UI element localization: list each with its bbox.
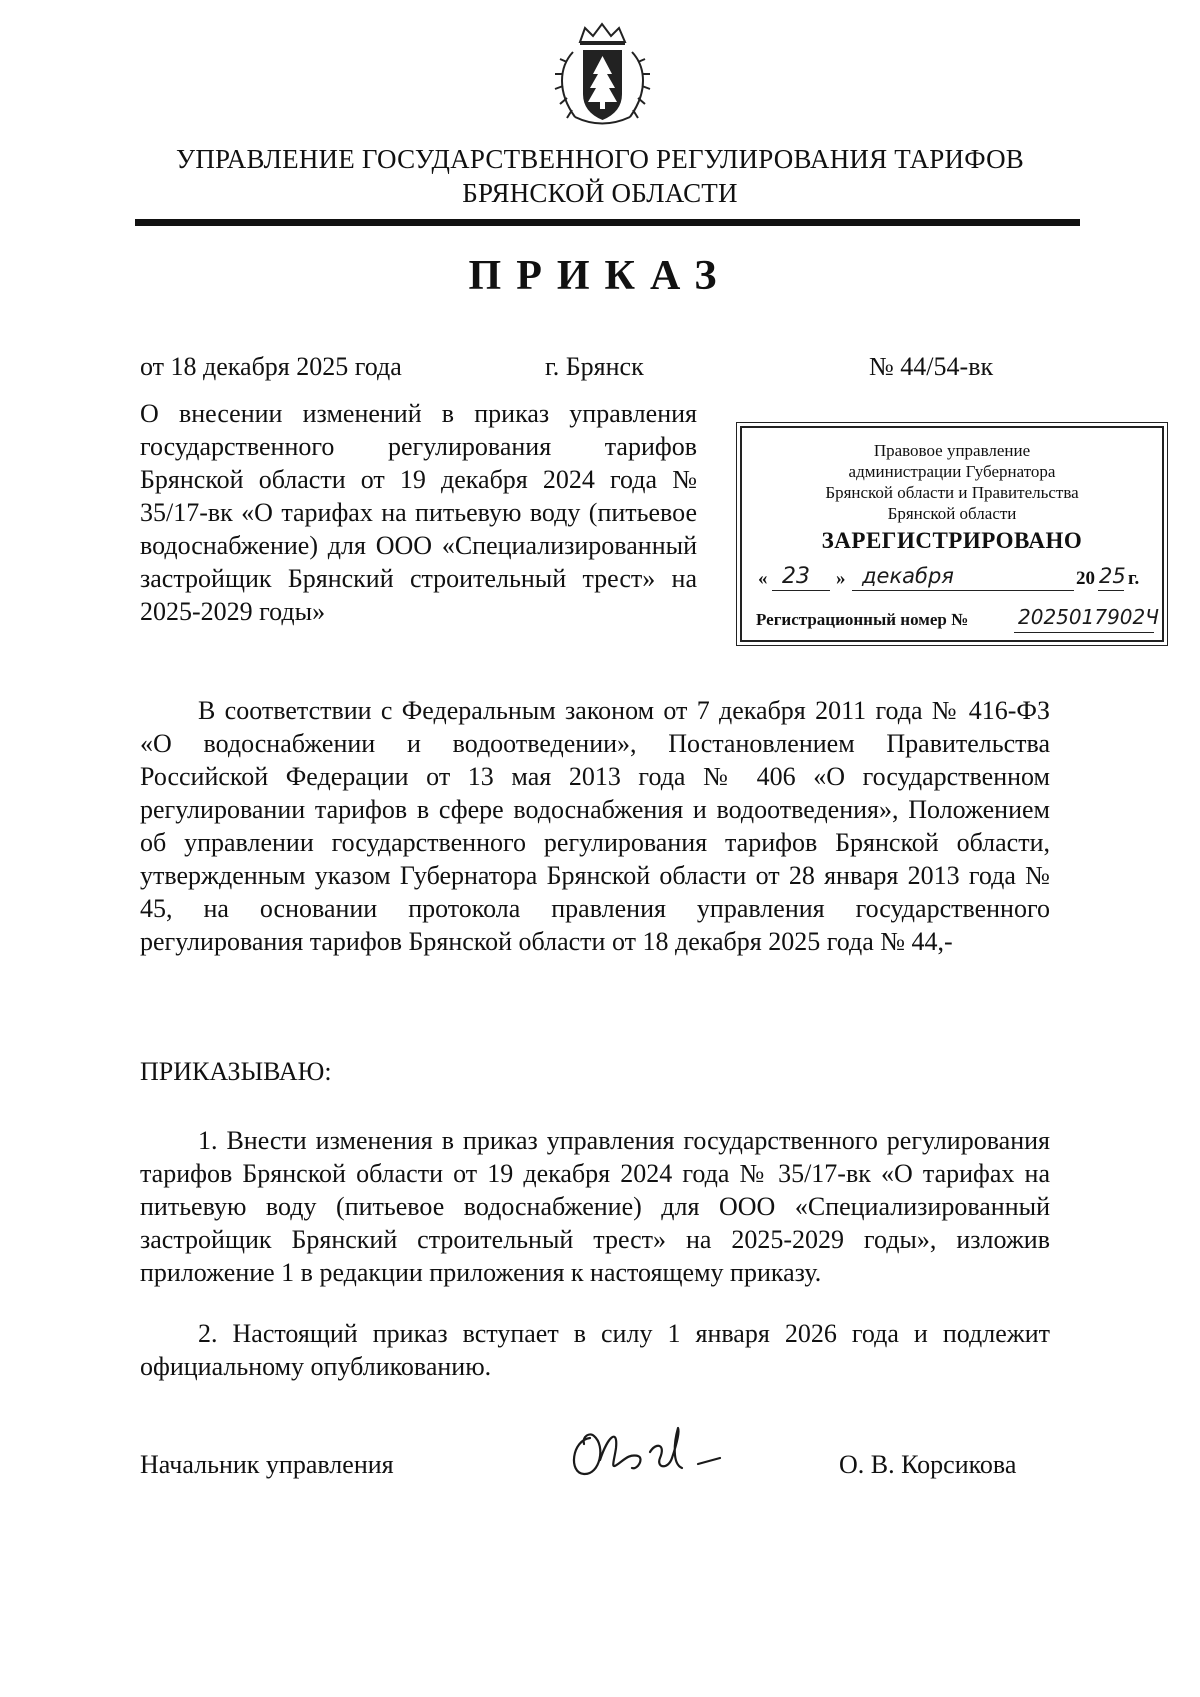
stamp-year-prefix: 20 (1076, 568, 1095, 589)
stamp-open-quote: « (758, 568, 768, 589)
org-name-line-1: УПРАВЛЕНИЕ ГОСУДАРСТВЕННОГО РЕГУЛИРОВАНИЯ ТАРИФОВ (176, 144, 1024, 174)
stamp-line-1: Правовое управление (873, 441, 1031, 460)
stamp-line-2: администрации Губернатора (848, 462, 1056, 481)
stamp-year-suffix: 25 (1099, 564, 1126, 588)
registration-stamp (740, 426, 1164, 642)
order-city: г. Брянск (545, 352, 644, 381)
signature-icon (560, 1418, 730, 1490)
org-name-line-2: БРЯНСКОЙ ОБЛАСТИ (462, 178, 738, 208)
order-basis-paragraph: В соответствии с Федеральным законом от 7 декабря 2011 года № 416-ФЗ «О водоснабжении и водоотведении», Постановлением Правительства Российской Федерации от 13 мая 2013 года № 406 «О государственном регулировании тарифов в сфере водоснабжения и водоотведения», Положением об управлении государственного регулирования тарифов Брянской области, утвержденным указом Губернатора Брянской области от 28 января 2013 года № 45, на основании протокола правления управления государственного регулирования тарифов Брянской области от 18 декабря 2025 года № 44,- (140, 696, 1050, 956)
signatory-role: Начальник управления (140, 1450, 394, 1479)
order-directive: ПРИКАЗЫВАЮ: (140, 1057, 332, 1086)
stamp-reg-label: Регистрационный номер № (756, 610, 969, 629)
stamp-line-3: Брянской области и Правительства (825, 483, 1079, 502)
stamp-line-4: Брянской области (887, 504, 1017, 523)
coat-of-arms-icon (545, 22, 660, 132)
signatory-name: О. В. Корсикова (839, 1450, 1017, 1479)
stamp-date-row (752, 564, 1152, 594)
order-item-2: 2. Настоящий приказ вступает в силу 1 января 2026 года и подлежит официальному опубликованию. (140, 1319, 1050, 1381)
stamp-reg-row (752, 605, 1159, 634)
stamp-month: декабря (862, 564, 954, 588)
header-divider (135, 219, 1080, 226)
order-item-1: 1. Внести изменения в приказ управления государственного регулирования тарифов Брянской области от 19 декабря 2024 года № 35/17-вк «О тарифах на питьевую воду (питьевое водоснабжение) для ООО «Специализированный застройщик Брянский строительный трест» на 2025-2029 годы», изложив приложение 1 в редакции приложения к настоящему приказу. (140, 1126, 1050, 1287)
order-subject: О внесении изменений в приказ управления государственного регулирования тарифов Брянской области от 19 декабря 2024 года № 35/17-вк «О тарифах на питьевую воду (питьевое водоснабжение) для ООО «Специализированный застройщик Брянский строительный трест» на 2025-2029 годы» (140, 399, 697, 626)
stamp-day: 23 (782, 564, 810, 589)
order-number: № 44/54-вк (869, 352, 994, 381)
stamp-reg-number: 2025017902Ч (1018, 605, 1159, 629)
stamp-close-quote: » (836, 568, 846, 589)
stamp-status: ЗАРЕГИСТРИРОВАНО (821, 528, 1083, 553)
order-date: от 18 декабря 2025 года (140, 352, 402, 381)
document-title: ПРИКАЗ (468, 253, 732, 299)
stamp-year-unit: г. (1128, 568, 1140, 589)
